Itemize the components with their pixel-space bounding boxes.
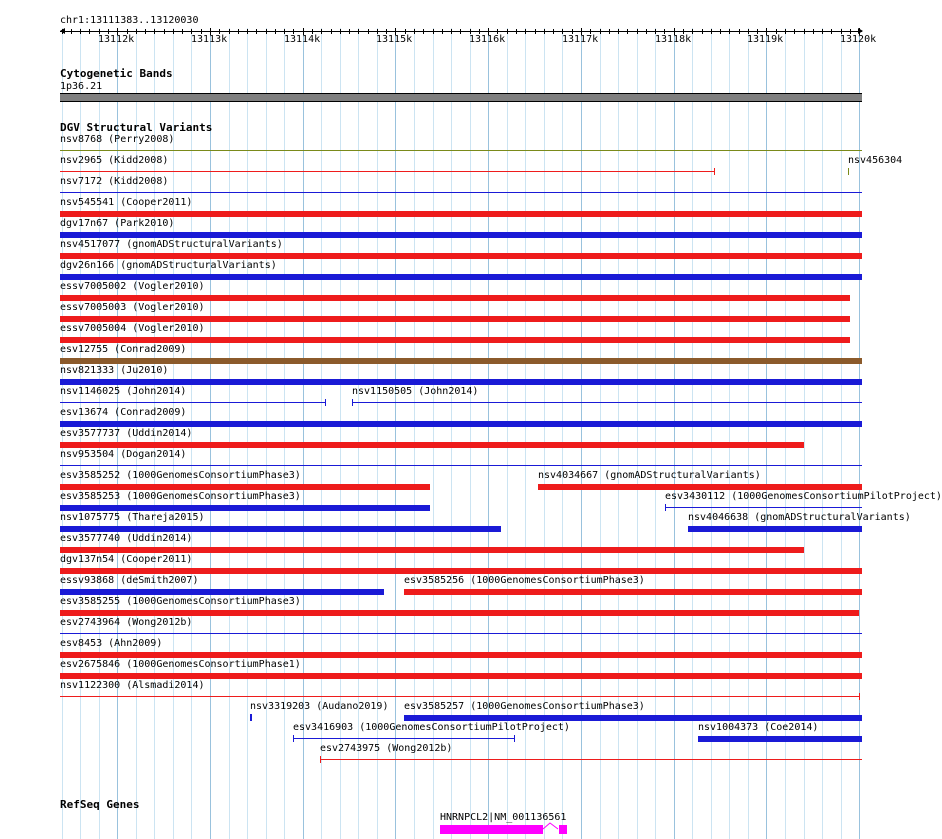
variant-label[interactable]: esv2743975 (Wong2012b) [320,743,453,754]
ruler-minor-tick [711,29,712,34]
ruler-minor-tick [145,29,146,34]
ruler-tick-label: 13114k [284,34,321,45]
variant-bar[interactable] [60,547,804,553]
variant-bar[interactable] [60,442,804,448]
variant-bar[interactable] [60,253,862,259]
refseq-track-title: RefSeq Genes [60,798,140,811]
variant-label[interactable]: esv3577740 (Uddin2014) [60,533,193,544]
variant-bar[interactable] [60,610,859,616]
gene-exon-2[interactable] [559,825,567,834]
variant-bar[interactable] [60,379,862,385]
ruler-minor-tick [247,29,248,34]
cyto-band[interactable] [60,93,862,102]
variant-bar[interactable] [404,589,862,595]
variant-bar[interactable] [688,526,862,532]
ruler-minor-tick [600,29,601,34]
gene-label[interactable]: HNRNPCL2|NM_001136561 [440,812,567,823]
variant-bar[interactable] [60,505,430,511]
ruler-minor-tick [507,29,508,34]
variant-bar[interactable] [60,673,862,679]
ruler-minor-tick [433,29,434,34]
ruler-minor-tick [460,29,461,34]
variant-line[interactable] [60,696,860,697]
variant-label[interactable]: nsv953504 (Dogan2014) [60,449,187,460]
ruler-minor-tick [627,29,628,34]
ruler-minor-tick [609,29,610,34]
variant-bar[interactable] [60,484,430,490]
ruler-tick-label: 13113k [191,34,228,45]
variant-line[interactable] [665,507,862,508]
ruler-minor-tick [739,29,740,34]
variant-label[interactable]: nsv4046638 (gnomADStructuralVariants) [688,512,911,523]
ruler-minor-tick [794,29,795,34]
variant-line[interactable] [352,402,862,403]
ruler-minor-tick [414,29,415,34]
variant-label[interactable]: esv3577737 (Uddin2014) [60,428,193,439]
ruler-minor-tick [349,29,350,34]
variant-label[interactable]: nsv1075775 (Thareja2015) [60,512,205,523]
ruler-minor-tick [535,29,536,34]
variant-label[interactable]: dgv137n54 (Cooper2011) [60,554,193,565]
variant-label[interactable]: esv3430112 (1000GenomesConsortiumPilotProject) [665,491,942,502]
variant-line[interactable] [60,402,326,403]
ruler-minor-tick [692,29,693,34]
cyto-band-label: 1p36.21 [60,81,103,92]
variant-label[interactable]: nsv8768 (Perry2008) [60,134,175,145]
variant-label[interactable]: esv3585256 (1000GenomesConsortiumPhase3) [404,575,645,586]
variant-label[interactable]: nsv1150505 (John2014) [352,386,479,397]
ruler-minor-tick [813,29,814,34]
ruler-minor-tick [321,29,322,34]
variant-bar[interactable] [60,526,501,532]
variant-label[interactable]: nsv1004373 (Coe2014) [698,722,819,733]
variant-label[interactable]: nsv2965 (Kidd2008) [60,155,169,166]
variant-label[interactable]: nsv7172 (Kidd2008) [60,176,169,187]
ruler-minor-tick [331,29,332,34]
variant-line[interactable] [848,171,849,172]
variant-label[interactable]: dgv26n166 (gnomADStructuralVariants) [60,260,277,271]
ruler-axis [60,31,862,32]
variant-line[interactable] [60,171,715,172]
variant-bar[interactable] [60,211,862,217]
variant-label[interactable]: esv3585257 (1000GenomesConsortiumPhase3) [404,701,645,712]
variant-label[interactable]: nsv456304 [848,155,903,166]
variant-line[interactable] [60,150,862,151]
ruler-minor-tick [256,29,257,34]
variant-bar[interactable] [60,568,862,574]
ruler-minor-tick [358,29,359,34]
ruler-minor-tick [71,29,72,34]
variant-line[interactable] [60,633,862,634]
ruler-minor-tick [340,29,341,34]
ruler-minor-tick [822,29,823,34]
variant-label[interactable]: essv7005002 (Vogler2010) [60,281,205,292]
variant-label[interactable]: nsv545541 (Cooper2011) [60,197,193,208]
ruler-minor-tick [702,29,703,34]
ruler-minor-tick [525,29,526,34]
ruler-tick-label: 13115k [376,34,413,45]
ruler-tick-label: 13117k [562,34,599,45]
variant-label[interactable]: esv13674 (Conrad2009) [60,407,187,418]
ruler-tick-label: 13116k [469,34,506,45]
variant-label[interactable]: essv7005004 (Vogler2010) [60,323,205,334]
variant-bar[interactable] [60,421,862,427]
variant-label[interactable]: nsv4034667 (gnomADStructuralVariants) [538,470,761,481]
ruler-minor-tick [136,29,137,34]
variant-label[interactable]: esv12755 (Conrad2009) [60,344,187,355]
variant-line[interactable] [293,738,515,739]
ruler-minor-tick [553,29,554,34]
ruler-minor-tick [516,29,517,34]
variant-label[interactable]: esv3585255 (1000GenomesConsortiumPhase3) [60,596,301,607]
ruler-minor-tick [229,29,230,34]
variant-label[interactable]: nsv3319203 (Audano2019) [250,701,389,712]
ruler-minor-tick [451,29,452,34]
variant-bar[interactable] [60,589,384,595]
ruler-minor-tick [164,29,165,34]
variant-bar[interactable] [538,484,862,490]
ruler-tick-label: 13112k [98,34,135,45]
ruler-tick-label: 13118k [655,34,692,45]
variant-label[interactable]: esv2743964 (Wong2012b) [60,617,193,628]
ruler-minor-tick [804,29,805,34]
variant-label[interactable]: nsv821333 (Ju2010) [60,365,169,376]
variant-line[interactable] [320,759,862,760]
dgv-track-title: DGV Structural Variants [60,121,213,134]
variant-bar[interactable] [60,337,850,343]
ruler-minor-tick [720,29,721,34]
ruler-minor-tick [238,29,239,34]
ruler-minor-tick [637,29,638,34]
variant-label[interactable]: nsv1122300 (Alsmadi2014) [60,680,205,691]
ruler-minor-tick [275,29,276,34]
variant-label[interactable]: esv8453 (Ahn2009) [60,638,163,649]
ruler-minor-tick [80,29,81,34]
variant-bar[interactable] [60,274,862,280]
variant-bar[interactable] [698,736,862,742]
variant-label[interactable]: esv2675846 (1000GenomesConsortiumPhase1) [60,659,301,670]
variant-bar[interactable] [60,232,862,238]
ruler-minor-tick [442,29,443,34]
variant-label[interactable]: esv3585252 (1000GenomesConsortiumPhase3) [60,470,301,481]
ruler-minor-tick [423,29,424,34]
variant-label[interactable]: essv7005003 (Vogler2010) [60,302,205,313]
ruler-tick-label: 13119k [747,34,784,45]
ruler-minor-tick [646,29,647,34]
ruler-minor-tick [154,29,155,34]
variant-line[interactable] [250,717,252,718]
ruler-minor-tick [182,29,183,34]
cyto-track-title: Cytogenetic Bands [60,67,173,80]
variant-bar[interactable] [60,652,862,658]
gene-exon-1[interactable] [440,825,543,834]
ruler-minor-tick [618,29,619,34]
ruler-minor-tick [266,29,267,34]
ruler-minor-tick [368,29,369,34]
variant-label[interactable]: dgv17n67 (Park2010) [60,218,175,229]
variant-line[interactable] [60,192,862,193]
variant-bar[interactable] [60,316,850,322]
variant-label[interactable]: nsv1146025 (John2014) [60,386,187,397]
ruler-minor-tick [544,29,545,34]
location-label: chr1:13111383..13120030 [60,15,199,26]
variant-bar[interactable] [60,295,850,301]
variant-label[interactable]: essv93868 (deSmith2007) [60,575,199,586]
ruler-minor-tick [785,29,786,34]
variant-label[interactable]: esv3416903 (1000GenomesConsortiumPilotProject) [293,722,570,733]
variant-bar[interactable] [60,358,862,364]
ruler-minor-tick [831,29,832,34]
variant-label[interactable]: esv3585253 (1000GenomesConsortiumPhase3) [60,491,301,502]
variant-bar[interactable] [404,715,862,721]
variant-label[interactable]: nsv4517077 (gnomADStructuralVariants) [60,239,283,250]
variant-line[interactable] [60,465,862,466]
ruler-minor-tick [729,29,730,34]
ruler-minor-tick [62,29,63,34]
ruler-tick-label: 13120k [840,34,877,45]
ruler-minor-tick [89,29,90,34]
ruler-minor-tick [173,29,174,34]
